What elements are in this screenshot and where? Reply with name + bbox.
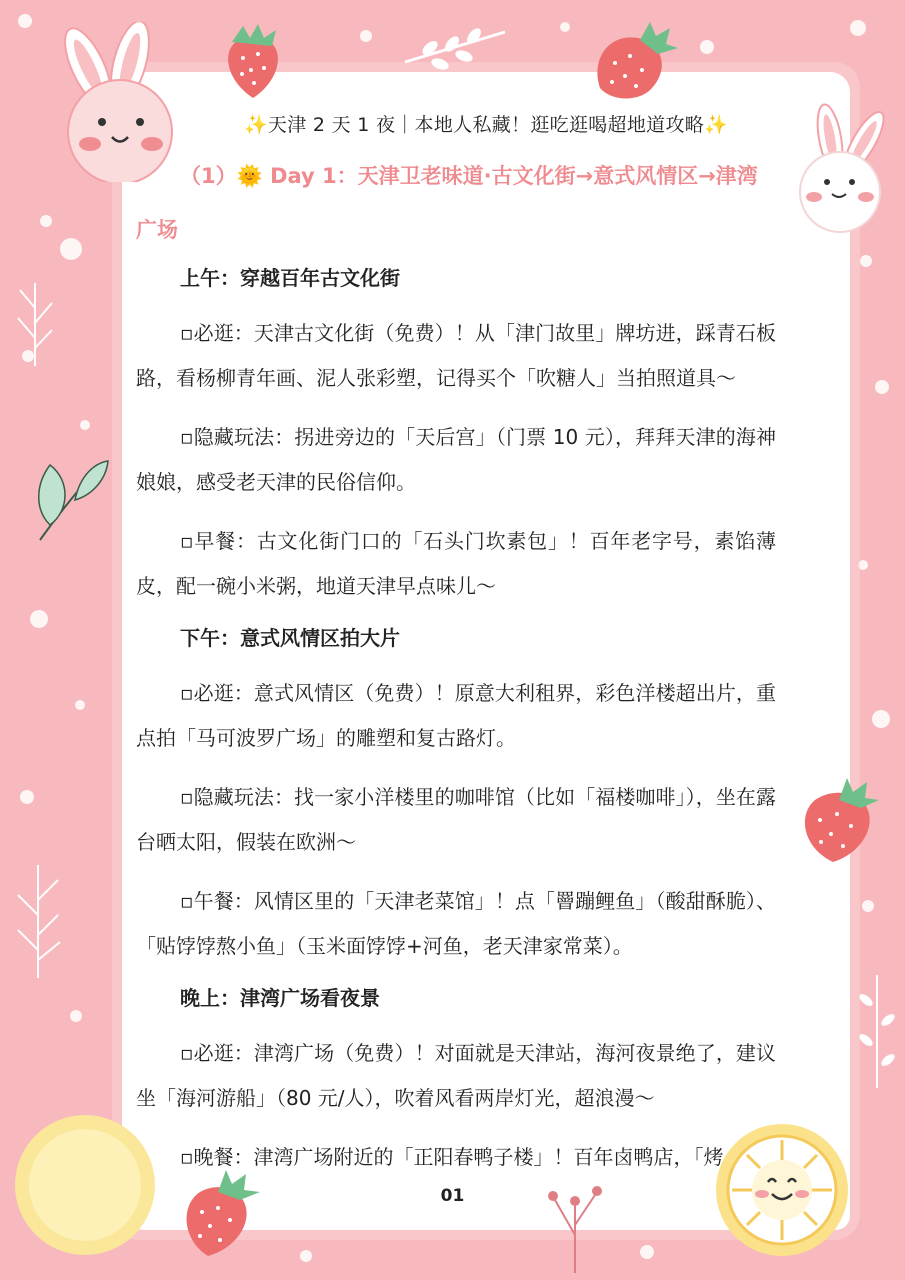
decor-dot (360, 30, 372, 42)
section-morning (136, 263, 776, 609)
paragraph: ▫必逛：津湾广场（免费）！对面就是天津站，海河夜景绝了，建议坐「海河游船」（80 元/人），吹着风看两岸灯光，超浪漫～ (136, 1041, 776, 1110)
leaf-sprig-icon (8, 860, 68, 980)
decor-dot (300, 1250, 312, 1262)
decor-dot (75, 700, 85, 710)
strawberry-icon (590, 18, 680, 103)
decor-dot (30, 610, 48, 628)
page-title: ✨天津 2 天 1 夜｜本地人私藏！逛吃逛喝超地道攻略✨ (243, 114, 729, 136)
leaf-sprig-icon (30, 455, 110, 545)
section-heading: 晚上：津湾广场看夜景 (180, 986, 380, 1010)
paragraph: ▫早餐：古文化街门口的「石头门坎素包」！百年老字号，素馅薄皮，配一碗小米粥，地道天津早点味儿～ (136, 529, 776, 598)
decor-dot (80, 420, 90, 430)
decor-dot (872, 710, 890, 728)
section-heading: 下午：意式风情区拍大片 (180, 626, 400, 650)
paragraph: ▫午餐：风情区里的「天津老菜馆」！点「罾蹦鲤鱼」（酸甜酥脆）、「贴饽饽熬小鱼」（玉米面饽饽+河鱼，老天津家常菜）。 (136, 889, 776, 958)
decor-dot (40, 215, 52, 227)
leaf-sprig-icon (400, 22, 510, 72)
page-number: 01 (440, 1186, 465, 1206)
decor-dot (560, 22, 570, 32)
paragraph: ▫晚餐：津湾广场附近的「正阳春鸭子楼」！百年卤鸭店，「烤 (180, 1145, 724, 1169)
bunny-icon (782, 100, 897, 235)
strawberry-icon (795, 770, 885, 865)
paragraph: ▫隐藏玩法：拐进旁边的「天后宫」（门票 10 元），拜拜天津的海神娘娘，感受老天津的民俗信仰。 (136, 425, 776, 494)
section-evening (136, 983, 776, 1180)
decor-dot (640, 1245, 654, 1259)
strawberry-icon (218, 20, 288, 100)
decor-dot (850, 20, 866, 36)
section-afternoon (136, 623, 776, 969)
paragraph: ▫必逛：意式风情区（免费）！原意大利租界，彩色洋楼超出片，重点拍「马可波罗广场」的雕塑和复古路灯。 (136, 681, 776, 750)
leaf-sprig-icon (852, 970, 902, 1090)
decor-dot (70, 1010, 82, 1022)
decor-dot (862, 900, 874, 912)
paragraph: ▫必逛：天津古文化街（免费）！从「津门故里」牌坊进，踩青石板路，看杨柳青年画、泥人张彩塑，记得买个「吹糖人」当拍照道具～ (136, 321, 776, 390)
leaf-sprig-icon (10, 278, 60, 368)
article-body (136, 110, 776, 1194)
section-heading: 上午：穿越百年古文化街 (180, 266, 400, 290)
decor-dot (860, 255, 872, 267)
decor-dot (875, 380, 889, 394)
decor-dot (700, 40, 714, 54)
decor-dot (20, 790, 34, 804)
paragraph: ▫隐藏玩法：找一家小洋楼里的咖啡馆（比如「福楼咖啡」），坐在露台晒太阳，假装在欧洲～ (136, 785, 776, 854)
decor-dot (60, 238, 82, 260)
day1-heading: （1）🌞 Day 1：天津卫老味道·古文化街→意式风情区→津湾广场 (136, 164, 758, 242)
